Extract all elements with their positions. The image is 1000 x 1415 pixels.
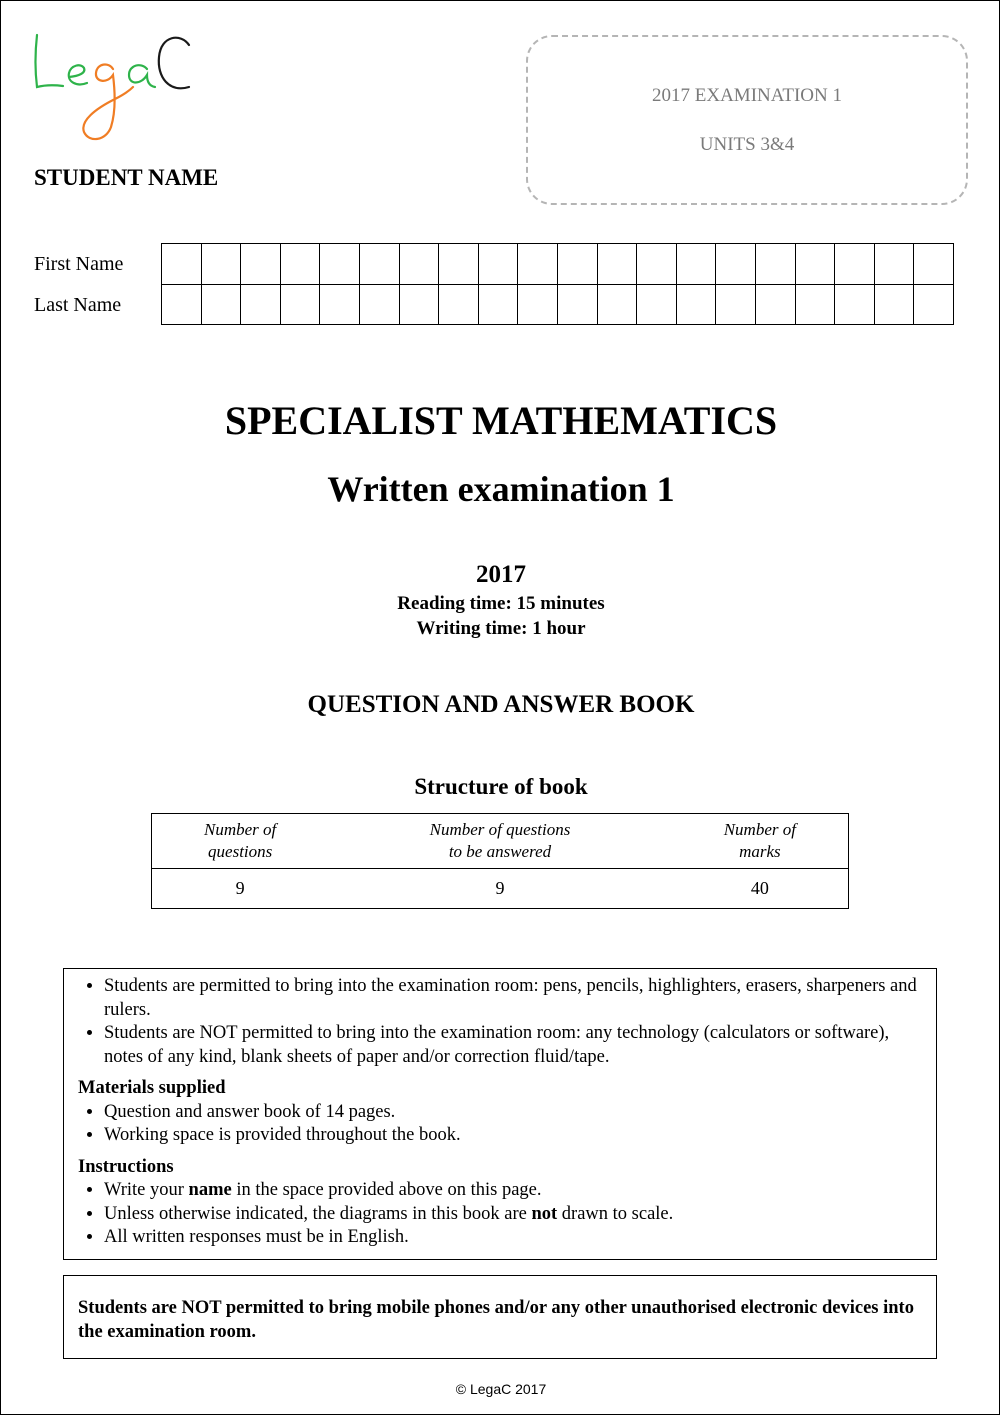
last-name-letter-box[interactable] [597,284,637,325]
last-name-letter-box[interactable] [399,284,439,325]
structure-values-row [152,869,848,909]
first-name-letter-box[interactable] [716,244,756,285]
logo-letter-c [159,38,189,89]
first-name-letter-box[interactable] [874,244,914,285]
first-name-letter-box[interactable] [280,244,320,285]
last-name-letter-box[interactable] [280,284,320,325]
structure-heading: Structure of book [414,774,588,799]
header-number-of-questions: Number of questions [152,814,328,869]
last-name-letter-box[interactable] [359,284,399,325]
list-item: • Unless otherwise indicated, the diagrams in this book are not drawn to scale. [104,1203,922,1227]
exam-year: 2017 [476,561,526,588]
book-title: QUESTION AND ANSWER BOOK [307,691,695,718]
value-questions-to-answer: 9 [495,878,505,898]
last-name-letter-box[interactable] [241,284,281,325]
warning-text: Students are NOT permitted to bring mobile phones and/or any other unauthorised electronic devices into the examination room. [78,1298,914,1342]
last-name-letter-box[interactable] [557,284,597,325]
logo-letter-g [83,64,133,139]
first-name-row [162,244,954,285]
first-name-letter-box[interactable] [162,244,202,285]
logo-letter-e [69,65,87,84]
first-name-letter-box[interactable] [835,244,875,285]
last-name-letter-box[interactable] [518,284,558,325]
last-name-letter-box[interactable] [914,284,954,325]
page-title: SPECIALIST MATHEMATICS [224,398,778,443]
reading-time: Reading time: 15 minutes [397,593,605,614]
legac-logo [29,29,199,151]
name-entry-grid [161,243,954,325]
last-name-row [162,284,954,325]
exam-units-label: UNITS 3&4 [699,134,795,155]
first-name-letter-box[interactable] [914,244,954,285]
last-name-letter-box[interactable] [835,284,875,325]
last-name-letter-box[interactable] [755,284,795,325]
first-name-letter-box[interactable] [637,244,677,285]
first-name-letter-box[interactable] [518,244,558,285]
last-name-letter-box[interactable] [716,284,756,325]
last-name-letter-box[interactable] [637,284,677,325]
last-name-letter-box[interactable] [320,284,360,325]
copyright-footer: © LegaC 2017 [455,1381,547,1397]
page-subtitle: Written examination 1 [327,469,675,509]
first-name-letter-box[interactable] [359,244,399,285]
materials-heading: Materials supplied [78,1078,226,1098]
last-name-letter-box[interactable] [795,284,835,325]
last-name-letter-box[interactable] [676,284,716,325]
list-item: • Question and answer book of 14 pages. [104,1101,922,1125]
first-name-label: First Name [34,253,124,275]
first-name-letter-box[interactable] [795,244,835,285]
first-name-letter-box[interactable] [241,244,281,285]
permitted-list [78,975,922,1069]
last-name-letter-box[interactable] [201,284,241,325]
instructions-heading: Instructions [78,1156,174,1177]
exam-year-label: 2017 EXAMINATION 1 [652,85,842,106]
warning-box [63,1275,937,1359]
logo-letter-l [36,35,64,87]
structure-table [151,813,849,909]
header-questions-to-answer: Number of questions to be answered [328,814,671,869]
first-name-letter-box[interactable] [676,244,716,285]
header-number-of-marks: Number of marks [672,814,848,869]
list-item: • Working space is provided throughout the book. [104,1124,922,1148]
value-number-of-questions: 9 [235,878,245,898]
last-name-letter-box[interactable] [162,284,202,325]
instructions-box [63,968,937,1260]
structure-header-row [152,814,848,869]
writing-time: Writing time: 1 hour [416,618,586,639]
exam-info-box [526,35,968,205]
first-name-letter-box[interactable] [597,244,637,285]
last-name-letter-box[interactable] [439,284,479,325]
first-name-letter-box[interactable] [557,244,597,285]
logo-letter-a [129,65,155,87]
last-name-letter-box[interactable] [478,284,518,325]
last-name-letter-box[interactable] [874,284,914,325]
instructions-list [78,1179,922,1250]
first-name-letter-box[interactable] [399,244,439,285]
first-name-letter-box[interactable] [755,244,795,285]
first-name-letter-box[interactable] [478,244,518,285]
list-item: • Students are permitted to bring into the examination room: pens, pencils, highlighters, erasers, sharpeners and rulers. [104,975,922,1022]
value-number-of-marks: 40 [750,878,769,898]
list-item: • Students are NOT permitted to bring into the examination room: any technology (calculators or software), notes of any kind, blank sheets of paper and/or correction fluid/tape. [104,1022,922,1069]
student-name-label: STUDENT NAME [34,165,219,190]
list-item: • All written responses must be in English. [104,1226,922,1250]
first-name-letter-box[interactable] [201,244,241,285]
materials-list [78,1101,922,1148]
first-name-letter-box[interactable] [439,244,479,285]
last-name-label: Last Name [34,294,122,316]
list-item: • Write your name in the space provided above on this page. [104,1179,922,1203]
first-name-letter-box[interactable] [320,244,360,285]
